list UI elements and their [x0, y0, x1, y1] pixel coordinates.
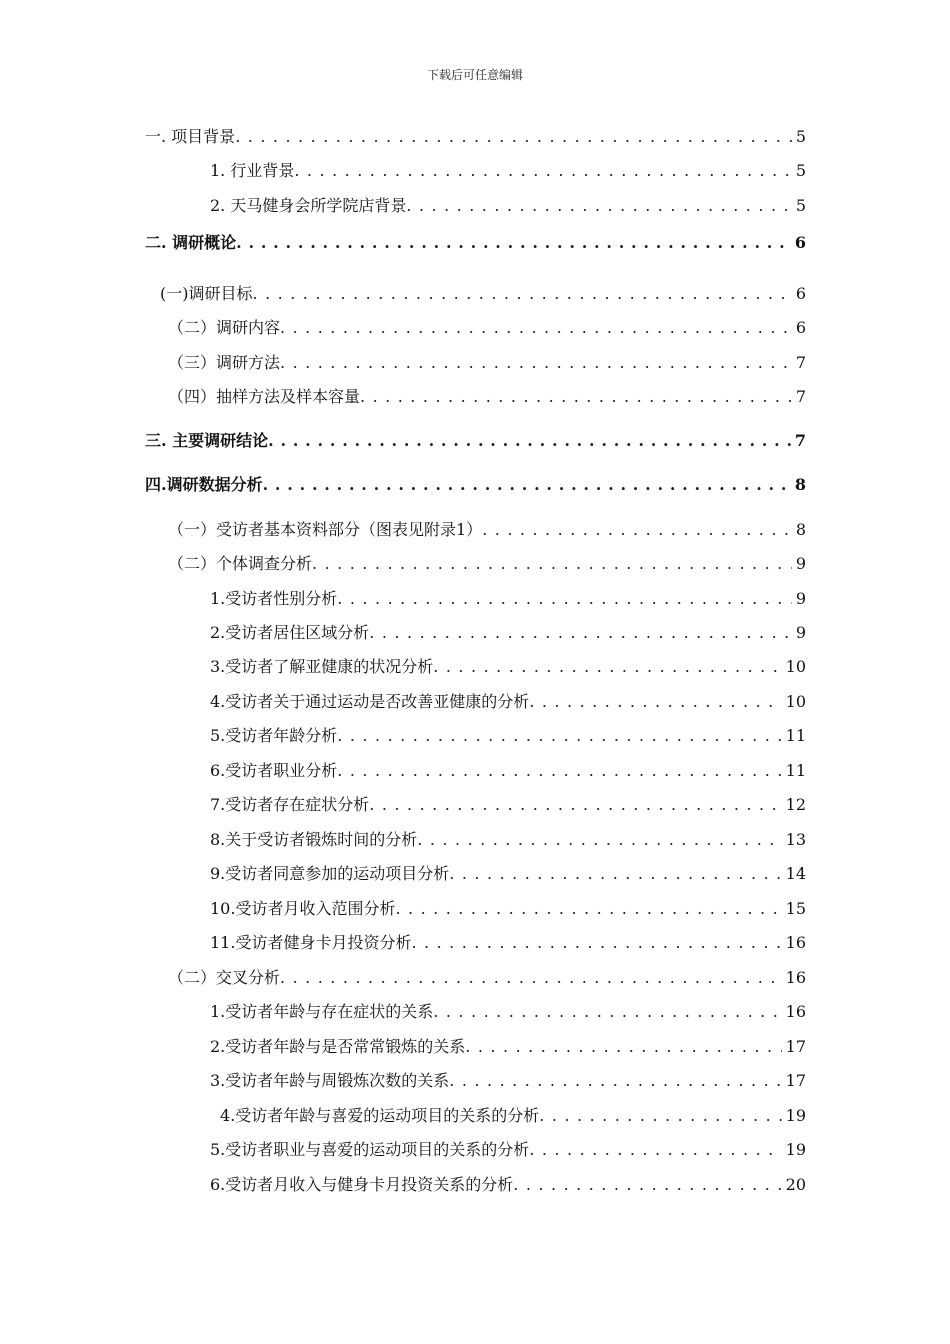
- toc-dot-leader: [360, 386, 792, 408]
- toc-entry-page-number: 6: [795, 318, 806, 337]
- toc-entry-title: 三. 主要调研结论: [145, 431, 269, 450]
- toc-entry-page-number: 10: [785, 692, 806, 711]
- toc-entry-title: 2.受访者年龄与是否常常锻炼的关系: [210, 1037, 466, 1056]
- toc-entry-page-number: 16: [785, 933, 806, 952]
- toc-entry[interactable]: [145, 232, 806, 254]
- toc-entry-title: 9.受访者同意参加的运动项目分析: [210, 864, 450, 883]
- toc-entry-title: 2. 天马健身会所学院店背景: [210, 196, 407, 215]
- toc-entry-page-number: 6: [795, 284, 806, 303]
- toc-entry[interactable]: [210, 160, 806, 182]
- toc-dot-leader: [369, 622, 792, 644]
- toc-entry-title: 5.受访者职业与喜爱的运动项目的关系的分析: [210, 1140, 530, 1159]
- toc-dot-leader: [417, 829, 781, 851]
- toc-entry[interactable]: [210, 794, 806, 816]
- toc-entry-page-number: 15: [785, 899, 806, 918]
- toc-dot-leader: [369, 794, 781, 816]
- toc-entry[interactable]: [168, 967, 806, 989]
- toc-dot-leader: [337, 588, 792, 610]
- toc-entry[interactable]: [210, 1174, 806, 1196]
- toc-entry-title: 一. 项目背景: [145, 127, 236, 146]
- page-header: 下载后可任意编辑: [426, 68, 523, 82]
- toc-entry-title: 3.受访者了解亚健康的状况分析: [210, 657, 434, 676]
- toc-entry[interactable]: [220, 1105, 806, 1127]
- toc-entry[interactable]: [210, 1139, 806, 1161]
- toc-entry-page-number: 5: [795, 127, 806, 146]
- toc-entry-page-number: 7: [795, 387, 806, 406]
- toc-entry-title: 3.受访者年龄与周锻炼次数的关系: [210, 1071, 450, 1090]
- toc-entry-page-number: 11: [785, 761, 806, 780]
- toc-entry-page-number: 9: [795, 554, 806, 573]
- toc-entry[interactable]: [210, 725, 806, 747]
- toc-entry[interactable]: [210, 656, 806, 678]
- toc-dot-leader: [253, 283, 792, 305]
- toc-entry-title: 1.受访者年龄与存在症状的关系: [210, 1002, 434, 1021]
- toc-entry-title: 2.受访者居住区域分析: [210, 623, 370, 642]
- toc-entry-title: 四.调研数据分析: [145, 475, 263, 494]
- toc-entry-page-number: 13: [785, 830, 806, 849]
- toc-dot-leader: [312, 553, 792, 575]
- toc-dot-leader: [268, 430, 791, 452]
- toc-entry-title: 10.受访者月收入范围分析: [210, 899, 396, 918]
- toc-entry-page-number: 17: [785, 1071, 806, 1090]
- toc-entry-page-number: 7: [794, 431, 806, 450]
- toc-dot-leader: [337, 760, 781, 782]
- toc-entry-page-number: 19: [785, 1140, 806, 1159]
- toc-entry-page-number: 8: [795, 520, 806, 539]
- toc-entry-title: 6.受访者职业分析: [210, 761, 338, 780]
- toc-entry-title: 11.受访者健身卡月投资分析: [210, 933, 412, 952]
- toc-entry-title: 1. 行业背景: [210, 161, 295, 180]
- toc-dot-leader: [235, 126, 792, 148]
- toc-dot-leader: [263, 474, 791, 496]
- toc-entry[interactable]: [145, 430, 806, 452]
- toc-entry-page-number: 5: [795, 196, 806, 215]
- toc-dot-leader: [294, 160, 791, 182]
- toc-entry[interactable]: [160, 283, 806, 305]
- toc-entry-title: （二）调研内容: [168, 318, 281, 337]
- toc-entry-title: 6.受访者月收入与健身卡月投资关系的分析: [210, 1175, 514, 1194]
- toc-dot-leader: [529, 1139, 781, 1161]
- toc-entry-title: 5.受访者年龄分析: [210, 726, 338, 745]
- toc-entry[interactable]: [210, 691, 806, 713]
- toc-dot-leader: [449, 1070, 781, 1092]
- toc-dot-leader: [337, 725, 781, 747]
- toc-entry[interactable]: [168, 386, 806, 408]
- toc-dot-leader: [406, 195, 791, 217]
- toc-entry-title: 4.受访者关于通过运动是否改善亚健康的分析: [210, 692, 530, 711]
- toc-entry[interactable]: [145, 474, 806, 496]
- toc-entry[interactable]: [210, 829, 806, 851]
- toc-entry-page-number: 11: [785, 726, 806, 745]
- toc-entry-page-number: 10: [785, 657, 806, 676]
- toc-entry[interactable]: [210, 1036, 806, 1058]
- toc-dot-leader: [539, 1105, 781, 1127]
- toc-dot-leader: [395, 898, 781, 920]
- toc-dot-leader: [280, 967, 782, 989]
- toc-entry-page-number: 16: [785, 968, 806, 987]
- toc-entry-title: (一)调研目标: [160, 284, 253, 303]
- toc-dot-leader: [411, 932, 781, 954]
- toc-entry[interactable]: [210, 760, 806, 782]
- toc-entry-page-number: 17: [785, 1037, 806, 1056]
- toc-entry[interactable]: [145, 126, 806, 148]
- toc-dot-leader: [280, 352, 792, 374]
- toc-entry-page-number: 12: [785, 795, 806, 814]
- toc-entry[interactable]: [210, 195, 806, 217]
- toc-entry[interactable]: [210, 622, 806, 644]
- toc-entry-page-number: 9: [795, 623, 806, 642]
- toc-dot-leader: [236, 232, 791, 254]
- toc-dot-leader: [433, 1001, 781, 1023]
- toc-entry-page-number: 5: [795, 161, 806, 180]
- toc-entry[interactable]: [210, 898, 806, 920]
- toc-entry[interactable]: [168, 317, 806, 339]
- toc-entry-title: （一）受访者基本资料部分（图表见附录1）: [168, 520, 483, 539]
- toc-entry[interactable]: [210, 588, 806, 610]
- toc-entry-page-number: 9: [795, 589, 806, 608]
- toc-entry[interactable]: [168, 519, 806, 541]
- toc-entry-page-number: 14: [785, 864, 806, 883]
- toc-entry-title: 1.受访者性别分析: [210, 589, 338, 608]
- toc-entry-title: （二）交叉分析: [168, 968, 281, 987]
- toc-entry-title: 4.受访者年龄与喜爱的运动项目的关系的分析: [220, 1106, 540, 1125]
- toc-dot-leader: [482, 519, 792, 541]
- toc-dot-leader: [280, 317, 792, 339]
- toc-dot-leader: [449, 863, 781, 885]
- toc-entry-title: 二. 调研概论: [145, 233, 237, 252]
- toc-entry[interactable]: [168, 553, 806, 575]
- toc-entry[interactable]: [210, 1001, 806, 1023]
- toc-entry-title: （二）个体调查分析: [168, 554, 313, 573]
- toc-entry[interactable]: [210, 1070, 806, 1092]
- toc-entry-page-number: 7: [795, 353, 806, 372]
- toc-entry[interactable]: [210, 932, 806, 954]
- toc-entry-page-number: 19: [785, 1106, 806, 1125]
- toc-dot-leader: [433, 656, 781, 678]
- toc-entry-title: 7.受访者存在症状分析: [210, 795, 370, 814]
- toc-dot-leader: [513, 1174, 781, 1196]
- toc-dot-leader: [465, 1036, 781, 1058]
- toc-entry-title: （三）调研方法: [168, 353, 281, 372]
- toc-entry-title: 8.关于受访者锻炼时间的分析: [210, 830, 418, 849]
- toc-entry-page-number: 20: [785, 1175, 806, 1194]
- toc-entry-title: （四）抽样方法及样本容量: [168, 387, 361, 406]
- toc-entry-page-number: 16: [785, 1002, 806, 1021]
- toc-entry[interactable]: [168, 352, 806, 374]
- toc-dot-leader: [529, 691, 781, 713]
- toc-entry-page-number: 8: [794, 475, 806, 494]
- toc-entry[interactable]: [210, 863, 806, 885]
- toc-entry-page-number: 6: [794, 233, 806, 252]
